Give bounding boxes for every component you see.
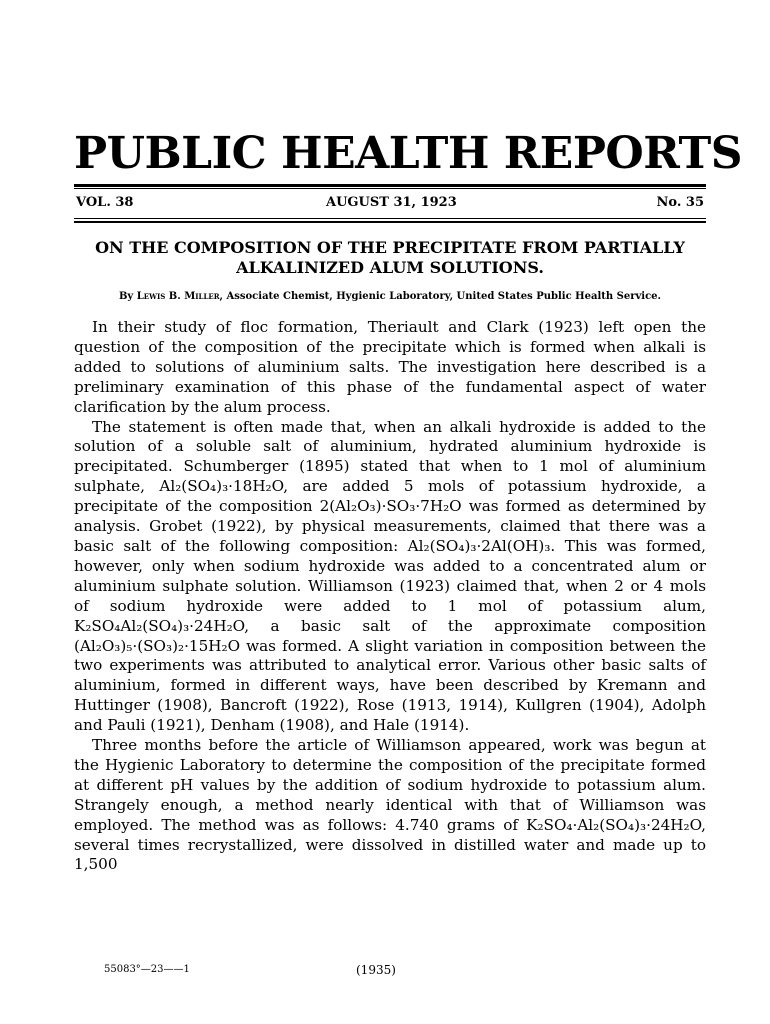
article-byline: [74, 291, 706, 302]
page-number: (1935): [356, 963, 396, 977]
paragraph: In their study of floc formation, Theriault and Clark (1923) left open the question of the composition of the precipitate which is formed when alkali is added to solutions of aluminium salts. The investigation here described is a preliminary examination of this phase of the fundamental aspect of water clarification by the alum process.: [74, 318, 706, 416]
header-rule-top: [74, 184, 706, 187]
issue-number: No. 35: [656, 195, 704, 210]
header-rule-top-thin: [74, 188, 706, 189]
article-title: ON THE COMPOSITION OF THE PRECIPITATE FROM PARTIALLY ALKALINIZED ALUM SOLUTIONS.: [95, 238, 685, 277]
paragraph: The statement is often made that, when an alkali hydroxide is added to the solution of a soluble salt of aluminium, hydrated aluminium hydroxide is precipitated. Schumberger (1895) stated that when to 1 mol of aluminium sulphate, Al₂(SO₄)₃·18H₂O, are added 5 mols of potassium hydroxide, a precipitate of the composition 2(Al₂O₃)·SO₃·7H₂O was formed as determined by analysis. Grobet (1922), by physical measurements, claimed that there was a basic salt of the following composition: Al₂(SO₄)₃·2Al(OH)₃. This was formed, however, only when sodium hydroxide was added to a concentrated alum or aluminium sulphate solution. Williamson (1923) claimed that, when 2 or 4 mols of sodium hydroxide were added to 1 mol of potassium alum, K₂SO₄Al₂(SO₄)₃·24H₂O, a basic salt of the approximate composition (Al₂O₃)₅·(SO₃)₂·15H₂O was formed. A slight variation in composition between the two experiments was attributed to analytical error. Various other basic salts of aluminium, formed in different ways, have been described by Kremann and Huttinger (1908), Bancroft (1922), Rose (1913, 1914), Kullgren (1904), Adolph and Pauli (1921), Denham (1908), and Hale (1914).: [74, 417, 706, 735]
byline-prefix: By: [118, 291, 137, 302]
header-rule-bottom-thin: [74, 218, 706, 219]
article-body: [74, 318, 706, 875]
issue-date: AUGUST 31, 1923: [326, 195, 457, 210]
paragraph: Three months before the article of Williamson appeared, work was begun at the Hygienic Laboratory to determine the composition of the precipitate formed at different pH values by the addition of sodium hydroxide to potassium alum. Strangely enough, a method nearly identical with that of Williamson was employed. The method was as follows: 4.740 grams of K₂SO₄·Al₂(SO₄)₃·24H₂O, several times recrystallized, were dissolved in distilled water and made up to 1,500: [74, 736, 706, 874]
author-affiliation: , Associate Chemist, Hygienic Laboratory, United States Public Health Service.: [219, 291, 662, 302]
print-code: 55083°—23——1: [104, 964, 190, 975]
journal-title: PUBLIC HEALTH REPORTS: [74, 128, 743, 179]
author-name: Lewis B. Miller: [136, 291, 220, 302]
volume-label: VOL. 38: [76, 195, 134, 210]
header-rule-bottom: [74, 221, 706, 223]
